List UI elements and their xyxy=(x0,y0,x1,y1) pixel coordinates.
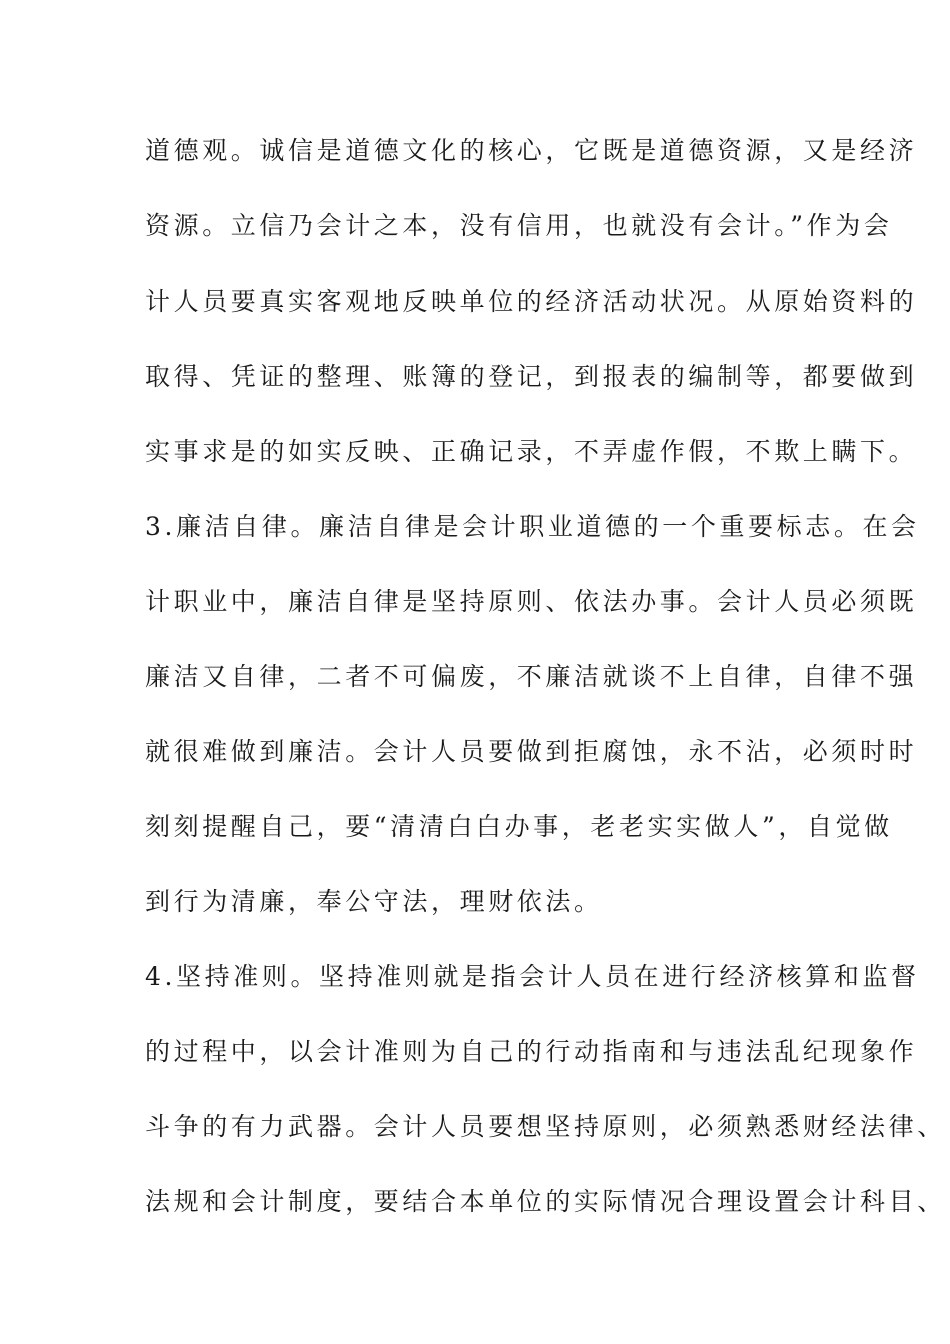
text-line: 实事求是的如实反映、正确记录，不弄虚作假，不欺上瞒下。 xyxy=(145,437,918,466)
text-line: 斗争的有力武器。会计人员要想坚持原则，必须熟悉财经法律、 xyxy=(145,1112,946,1141)
text-line: 计职业中，廉洁自律是坚持原则、依法办事。会计人员必须既 xyxy=(145,587,918,616)
text-line: 廉洁又自律，二者不可偏废，不廉洁就谈不上自律，自律不强 xyxy=(145,662,918,691)
text-line: 取得、凭证的整理、账簿的登记，到报表的编制等，都要做到 xyxy=(145,362,918,391)
text-line: 就很难做到廉洁。会计人员要做到拒腐蚀，永不沾，必须时时 xyxy=(145,737,918,766)
text-line: 计人员要真实客观地反映单位的经济活动状况。从原始资料的 xyxy=(145,287,918,316)
section-3-heading-line: 3.廉洁自律。廉洁自律是会计职业道德的一个重要标志。在会 xyxy=(145,512,920,541)
text-line: 到行为清廉，奉公守法，理财依法。 xyxy=(145,887,603,916)
text-line: 资源。立信乃会计之本，没有信用，也就没有会计。”作为会 xyxy=(145,211,893,240)
text-line: 法规和会计制度，要结合本单位的实际情况合理设置会计科目、 xyxy=(145,1187,946,1216)
text-line: 刻刻提醒自己，要“清清白白办事，老老实实做人”，自觉做 xyxy=(145,812,893,841)
text-line: 道德观。诚信是道德文化的核心，它既是道德资源，又是经济 xyxy=(145,136,918,165)
section-4-heading-line: 4.坚持准则。坚持准则就是指会计人员在进行经济核算和监督 xyxy=(145,962,920,991)
text-line: 的过程中，以会计准则为自己的行动指南和与违法乱纪现象作 xyxy=(145,1037,918,1066)
